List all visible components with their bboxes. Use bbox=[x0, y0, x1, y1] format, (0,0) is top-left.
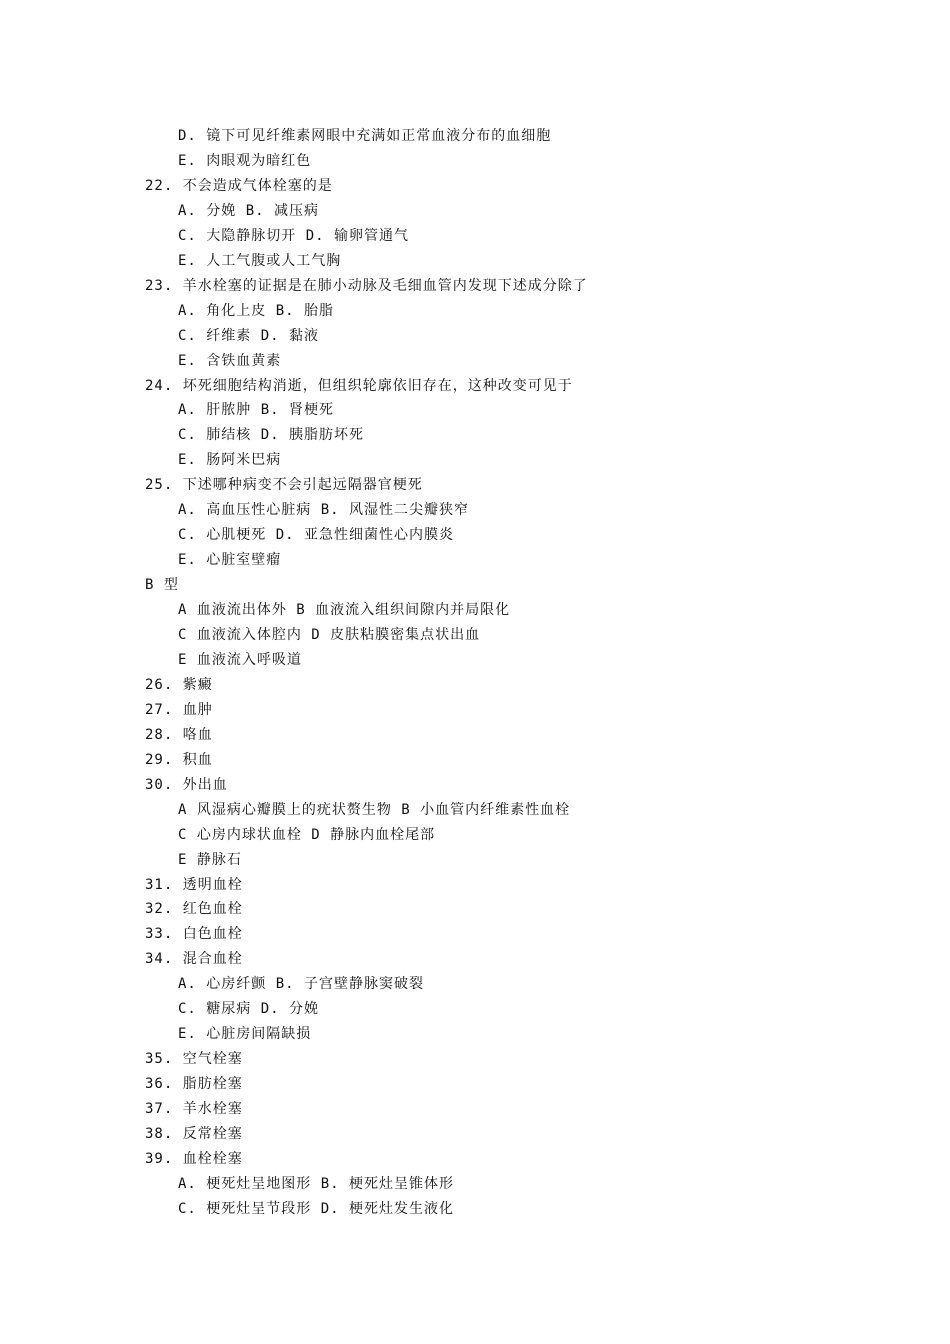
option-line: A 风湿病心瓣膜上的疣状赘生物 B 小血管内纤维素性血栓 bbox=[178, 801, 571, 818]
option-line: E. 肠阿米巴病 bbox=[178, 452, 282, 469]
question-line: 22. 不会造成气体栓塞的是 bbox=[145, 177, 333, 194]
option-line: C 心房内球状血栓 D 静脉内血栓尾部 bbox=[178, 826, 436, 843]
option-line: E. 人工气腹或人工气胸 bbox=[178, 252, 342, 269]
option-line: E. 心脏房间隔缺损 bbox=[178, 1026, 312, 1043]
option-line: E. 心脏室壁瘤 bbox=[178, 552, 282, 569]
option-line: C 血液流入体腔内 D 皮肤粘膜密集点状出血 bbox=[178, 627, 481, 643]
question-line: 39. 血栓栓塞 bbox=[145, 1150, 243, 1167]
question-line: 25. 下述哪种病变不会引起远隔器官梗死 bbox=[145, 477, 423, 494]
option-line: A 血液流出体外 B 血液流入组织间隙内并局限化 bbox=[178, 602, 511, 619]
question-line: 36. 脂肪栓塞 bbox=[145, 1076, 243, 1093]
question-line: 29. 积血 bbox=[145, 751, 213, 768]
question-line: 26. 紫癜 bbox=[145, 676, 213, 693]
option-line: E. 含铁血黄素 bbox=[178, 352, 282, 369]
option-line: E. 肉眼观为暗红色 bbox=[178, 152, 312, 169]
option-line: C. 肺结核 D. 胰脂肪坏死 bbox=[178, 427, 365, 444]
option-line: A. 角化上皮 B. 胎脂 bbox=[178, 302, 335, 319]
option-line: E 血液流入呼吸道 bbox=[178, 651, 302, 668]
question-line: 27. 血肿 bbox=[145, 701, 213, 718]
question-line: 38. 反常栓塞 bbox=[145, 1126, 243, 1142]
option-line: C. 糖尿病 D. 分娩 bbox=[178, 1001, 320, 1018]
option-line: C. 大隐静脉切开 D. 输卵管通气 bbox=[178, 227, 410, 244]
question-line: 28. 咯血 bbox=[145, 726, 213, 743]
question-line: B 型 bbox=[145, 577, 179, 594]
option-line: A. 心房纤颤 B. 子宫壁静脉窦破裂 bbox=[178, 976, 425, 993]
question-line: 33. 白色血栓 bbox=[145, 926, 243, 943]
question-line: 31. 透明血栓 bbox=[145, 876, 243, 893]
option-line: A. 肝脓肿 B. 肾梗死 bbox=[178, 402, 335, 419]
question-line: 30. 外出血 bbox=[145, 776, 228, 793]
option-line: A. 高血压性心脏病 B. 风湿性二尖瓣狭窄 bbox=[178, 502, 470, 519]
question-line: 37. 羊水栓塞 bbox=[145, 1101, 243, 1118]
option-line: C. 心肌梗死 D. 亚急性细菌性心内膜炎 bbox=[178, 527, 455, 544]
question-line: 35. 空气栓塞 bbox=[145, 1051, 243, 1068]
option-line: C. 纤维素 D. 黏液 bbox=[178, 327, 320, 344]
question-line: 32. 红色血栓 bbox=[145, 901, 243, 918]
option-line: A. 梗死灶呈地图形 B. 梗死灶呈锥体形 bbox=[178, 1175, 455, 1192]
option-line: D. 镜下可见纤维素网眼中充满如正常血液分布的血细胞 bbox=[178, 128, 552, 144]
question-line: 24. 坏死细胞结构消逝，但组织轮廓依旧存在，这种改变可见于 bbox=[145, 377, 573, 394]
question-line: 34. 混合血栓 bbox=[145, 951, 243, 968]
option-line: E 静脉石 bbox=[178, 851, 242, 868]
option-line: C. 梗死灶呈节段形 D. 梗死灶发生液化 bbox=[178, 1200, 455, 1217]
option-line: A. 分娩 B. 减压病 bbox=[178, 202, 320, 219]
question-line: 23. 羊水栓塞的证据是在肺小动脉及毛细血管内发现下述成分除了 bbox=[145, 277, 588, 294]
